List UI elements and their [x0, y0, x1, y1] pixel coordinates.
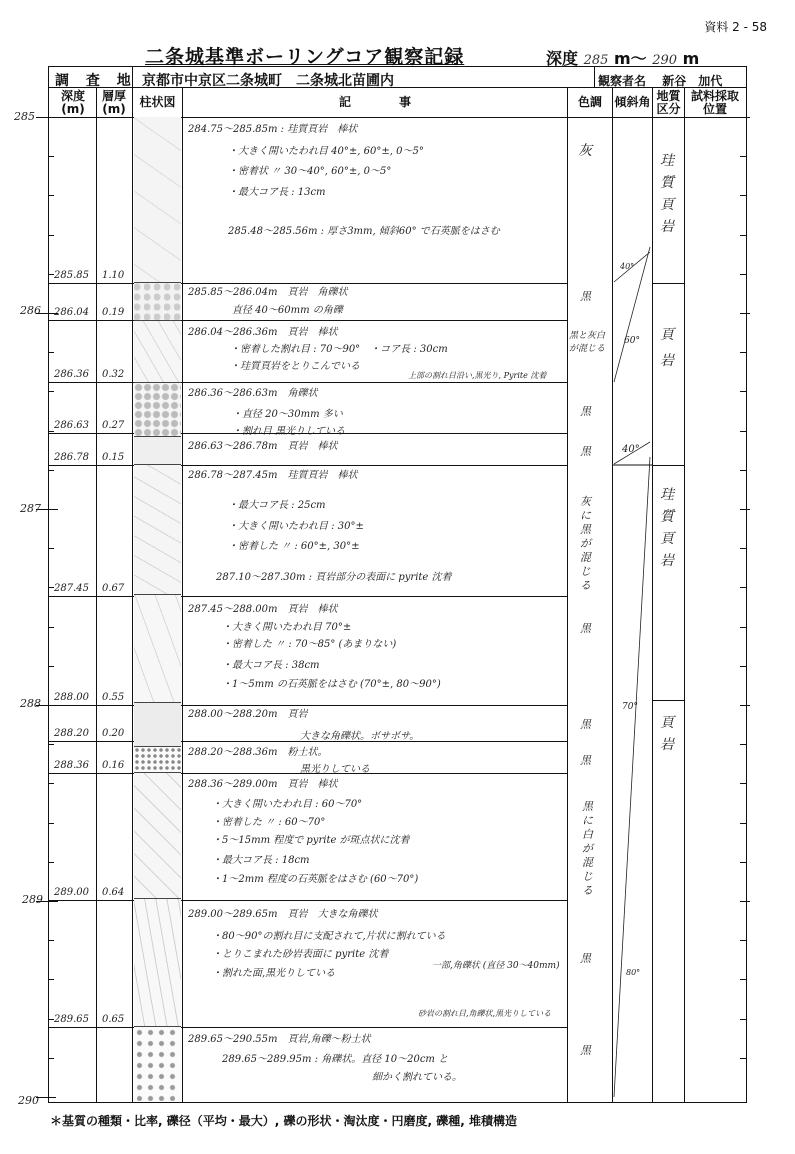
layer-boundary [48, 705, 567, 706]
core-segment [134, 465, 181, 595]
depth-meter-tick [36, 313, 56, 314]
scale-tick [48, 940, 54, 941]
note-line: ・80〜90°の割れ目に支配されて,片状に割れている [212, 931, 446, 942]
note-line: ・割れた面,黒光りしている [212, 968, 336, 979]
dip-value: 60° [624, 336, 640, 346]
note-line: ・1〜5mm の石英脈をはさむ (70°±, 80〜90°) [222, 679, 441, 690]
note-line: ・とりこまれた砂岩表面に pyrite 沈着 [212, 949, 389, 960]
note-line: ・大きく開いたわれ目 70°± [222, 622, 352, 633]
header-geology: 地質 区分 [656, 89, 681, 116]
scale-tick [740, 431, 746, 432]
note-line: ・最大コア長 : 38cm [222, 660, 320, 671]
note-line: 285.85〜286.04m 頁岩 角礫状 [188, 287, 348, 298]
core-segment [134, 747, 181, 773]
document-reference: 資料 2 - 58 [704, 20, 767, 34]
core-column [134, 117, 181, 1101]
color-value: 黒 [580, 952, 591, 965]
color-value: 灰 [578, 143, 592, 159]
scale-tick [48, 744, 54, 745]
core-segment [134, 899, 181, 1027]
color-value: 黒 [580, 754, 591, 767]
note-line: 286.04〜286.36m 頁岩 棒状 [188, 327, 338, 338]
layer-boundary [48, 320, 567, 321]
dip-value: 80° [626, 968, 641, 977]
layer-depth: 286.36 [54, 369, 89, 380]
scale-tick [740, 313, 750, 314]
scale-tick [740, 470, 746, 471]
layer-boundary [48, 1027, 567, 1028]
note-line: 砂岩の割れ目,角礫状,黒光りしている [418, 1009, 552, 1018]
layer-depth: 286.04 [54, 307, 89, 318]
core-segment [134, 383, 181, 437]
header-sample: 試料採取 位置 [690, 89, 739, 116]
note-line: 287.45〜288.00m 頁岩 棒状 [188, 604, 338, 615]
scale-tick [740, 235, 746, 236]
depth-from: 285 [583, 53, 609, 68]
depth-mark: 289 [22, 893, 43, 906]
divider [96, 87, 97, 1103]
scale-tick [740, 548, 746, 549]
core-segment [134, 595, 181, 703]
divider [182, 87, 183, 1103]
scale-tick [48, 352, 54, 353]
header-depth: 深度 (m) [60, 89, 85, 116]
layer-depth: 289.00 [54, 887, 89, 898]
layer-thickness: 0.65 [102, 1014, 125, 1025]
core-segment [134, 1027, 181, 1101]
note-line: ・最大コア長 : 13cm [228, 187, 326, 198]
note-line: ・大きく開いたわれ目 : 30°± [228, 521, 364, 532]
scale-tick [48, 470, 54, 471]
divider [652, 465, 684, 466]
layer-boundary [48, 900, 567, 901]
depth-unit-2: m [682, 49, 700, 68]
scale-tick [740, 705, 750, 706]
scale-tick [740, 587, 746, 588]
scale-tick [48, 666, 54, 667]
note-line: ・1〜2mm 程度の石英脈をはさむ (60〜70°) [212, 874, 419, 885]
depth-mark: 290 [18, 1094, 39, 1107]
layer-depth: 286.63 [54, 420, 89, 431]
observer [598, 72, 722, 89]
note-line: 288.20〜288.36m 粉土状。 [188, 747, 328, 758]
note-line: 直径 40〜60mm の角礫 [232, 305, 343, 316]
note-line: 284.75〜285.85m : 珪質頁岩 棒状 [188, 124, 358, 135]
layer-depth: 289.65 [54, 1014, 89, 1025]
color-value: 灰に黒が混じる [580, 495, 591, 592]
divider [594, 66, 595, 87]
scale-tick [48, 235, 54, 236]
header-thickness: 層厚 (m) [101, 89, 126, 116]
note-line: 一部,角礫状 (直径 30〜40mm) [432, 961, 560, 971]
scale-tick [740, 666, 746, 667]
depth-to: 290 [652, 53, 678, 68]
note-line: ・密着した 〃 : 70〜85° (あまりない) [222, 639, 397, 650]
color-value: 黒と灰白が混じる [569, 331, 606, 354]
header-record: 記 事 [338, 95, 411, 109]
note-line: ・大きく開いたわれ目 : 60〜70° [212, 799, 363, 810]
layer-thickness: 0.32 [102, 369, 125, 380]
note-line: ・密着した 〃 : 60〜70° [212, 817, 326, 828]
note-line: 288.00〜288.20m 頁岩 [188, 709, 308, 720]
geology-unit: 珪質頁岩 [660, 487, 674, 569]
note-line: ・密着状 〃 30〜40°, 60°±, 0〜5° [228, 166, 392, 177]
depth-meter-tick [36, 901, 56, 902]
core-segment [134, 703, 181, 747]
color-value: 黒 [580, 622, 591, 635]
scale-tick [48, 548, 54, 549]
layer-thickness: 1.10 [102, 270, 125, 281]
scale-tick [740, 862, 746, 863]
layer-depth: 287.45 [54, 583, 89, 594]
scale-tick [740, 391, 746, 392]
scale-tick [740, 744, 746, 745]
note-line: 286.36〜286.63m 角礫状 [188, 388, 318, 399]
note-line: ・珪質頁岩をとりこんでいる [230, 361, 360, 372]
note-line: ・密着した割れ目 : 70〜90° ・コア長 : 30cm [230, 344, 448, 355]
note-line: ・密着した 〃 : 60°±, 30°± [228, 541, 360, 552]
dip-value: 70° [622, 702, 638, 712]
depth-range-label: 深度 [546, 49, 579, 68]
core-segment [134, 437, 181, 465]
depth-mark: 286 [20, 304, 41, 317]
geology-unit: 珪質頁岩 [660, 153, 674, 235]
footnote: ＊基質の種類・比率, 礫径（平均・最大）, 礫の形状・淘汰度・円磨度, 礫種, 堆積構造 [50, 1114, 517, 1128]
header-dip: 傾斜角 [614, 95, 651, 109]
scale-tick [48, 156, 54, 157]
scale-tick [740, 1058, 746, 1059]
divider [652, 87, 653, 1103]
color-value: 黒 [580, 405, 591, 418]
scale-tick [740, 274, 746, 275]
note-line: 289.00〜289.65m 頁岩 大きな角礫状 [188, 909, 378, 920]
scale-tick [740, 509, 750, 510]
page-title: 二条城基準ボーリングコア観察記録 [145, 46, 465, 68]
note-line: 288.36〜289.00m 頁岩 棒状 [188, 779, 338, 790]
layer-thickness: 0.64 [102, 887, 125, 898]
layer-thickness: 0.27 [102, 420, 125, 431]
layer-thickness: 0.19 [102, 307, 125, 318]
color-value: 黒 [580, 445, 591, 458]
scale-tick [740, 156, 746, 157]
dip-value: 40° [620, 262, 635, 271]
core-segment [134, 321, 181, 383]
scale-tick [48, 823, 54, 824]
scale-tick [740, 352, 746, 353]
location-value: 京都市中京区二条城町 二条城北苗圃内 [142, 73, 394, 89]
depth-meter-tick [36, 1097, 56, 1098]
note-line: 上部の割れ目沿い,黒光り, Pyrite 沈着 [408, 371, 547, 380]
note-line: 大きな角礫状。ボサボサ。 [300, 731, 420, 742]
scale-tick [48, 979, 54, 980]
scale-tick [48, 391, 54, 392]
scale-tick [740, 940, 746, 941]
note-line: ・最大コア長 : 25cm [228, 500, 326, 511]
scale-tick [740, 823, 746, 824]
layer-depth: 288.00 [54, 692, 89, 703]
scale-tick [740, 783, 746, 784]
scale-tick [740, 1019, 746, 1020]
depth-mark: 287 [20, 502, 41, 515]
divider [652, 700, 684, 701]
color-value: 黒 [580, 1044, 591, 1057]
header-color: 色調 [577, 95, 602, 109]
depth-mark: 285 [14, 110, 35, 123]
layer-thickness: 0.20 [102, 728, 125, 739]
note-line: ・5〜15mm 程度で pyrite が斑点状に沈着 [212, 835, 410, 846]
layer-thickness: 0.15 [102, 452, 125, 463]
layer-thickness: 0.67 [102, 583, 125, 594]
scale-tick [740, 117, 750, 118]
header-column: 柱状図 [139, 95, 176, 109]
note-line: ・大きく開いたわれ目 40°±, 60°±, 0〜5° [228, 146, 424, 157]
note-line: 289.65〜290.55m 頁岩,角礫〜粉土状 [188, 1034, 371, 1045]
note-line: 285.48〜285.56m : 厚さ3mm, 傾斜60° で石英脈をはさむ [228, 226, 500, 237]
geology-unit: 頁岩 [660, 327, 674, 369]
scale-tick [740, 195, 746, 196]
note-line: 289.65〜289.95m : 角礫状。直径 10〜20cm と [222, 1054, 449, 1065]
scale-tick [48, 862, 54, 863]
geology-unit: 頁岩 [660, 715, 674, 753]
color-value: 黒に白が混じる [582, 800, 593, 897]
layer-depth: 288.20 [54, 728, 89, 739]
note-line: ・直径 20〜30mm 多い [232, 409, 343, 420]
note-line: 287.10〜287.30m : 頁岩部分の表面に pyrite 沈着 [216, 572, 452, 583]
scale-tick [48, 1058, 54, 1059]
depth-meter-tick [36, 509, 56, 510]
scale-tick [48, 195, 54, 196]
layer-depth: 286.78 [54, 452, 89, 463]
dip-value: 40° [622, 444, 640, 455]
note-line: 細かく割れている。 [372, 1072, 462, 1083]
location-label: 調 査 地 [55, 73, 137, 89]
scale-tick [48, 627, 54, 628]
scale-tick [740, 901, 750, 902]
core-segment [134, 283, 181, 321]
note-line: ・割れ目 黒光りしている [232, 426, 346, 437]
layer-boundary [48, 596, 567, 597]
divider [132, 87, 133, 1103]
note-line: 286.63〜286.78m 頁岩 棒状 [188, 441, 338, 452]
depth-meter-tick [36, 117, 56, 118]
divider [684, 87, 685, 1103]
layer-boundary [48, 382, 567, 383]
layer-thickness: 0.16 [102, 760, 125, 771]
scale-tick [740, 979, 746, 980]
divider [567, 87, 568, 1103]
divider [652, 283, 684, 284]
observer-label: 観察者名 [598, 74, 647, 88]
note-line: ・最大コア長 : 18cm [212, 855, 310, 866]
core-segment [134, 117, 181, 283]
scale-tick [48, 783, 54, 784]
depth-mark: 288 [20, 697, 41, 710]
layer-depth: 285.85 [54, 270, 89, 281]
layer-depth: 288.36 [54, 760, 89, 771]
color-value: 黒 [580, 290, 591, 303]
color-value: 黒 [580, 718, 591, 731]
depth-unit-1: m〜 [614, 49, 647, 68]
scale-tick [740, 627, 746, 628]
observer-name: 新谷 加代 [662, 74, 723, 88]
note-line: 黒光りしている [300, 764, 370, 775]
note-line: 286.78〜287.45m 珪質頁岩 棒状 [188, 470, 358, 481]
core-segment [134, 773, 181, 899]
layer-thickness: 0.55 [102, 692, 125, 703]
